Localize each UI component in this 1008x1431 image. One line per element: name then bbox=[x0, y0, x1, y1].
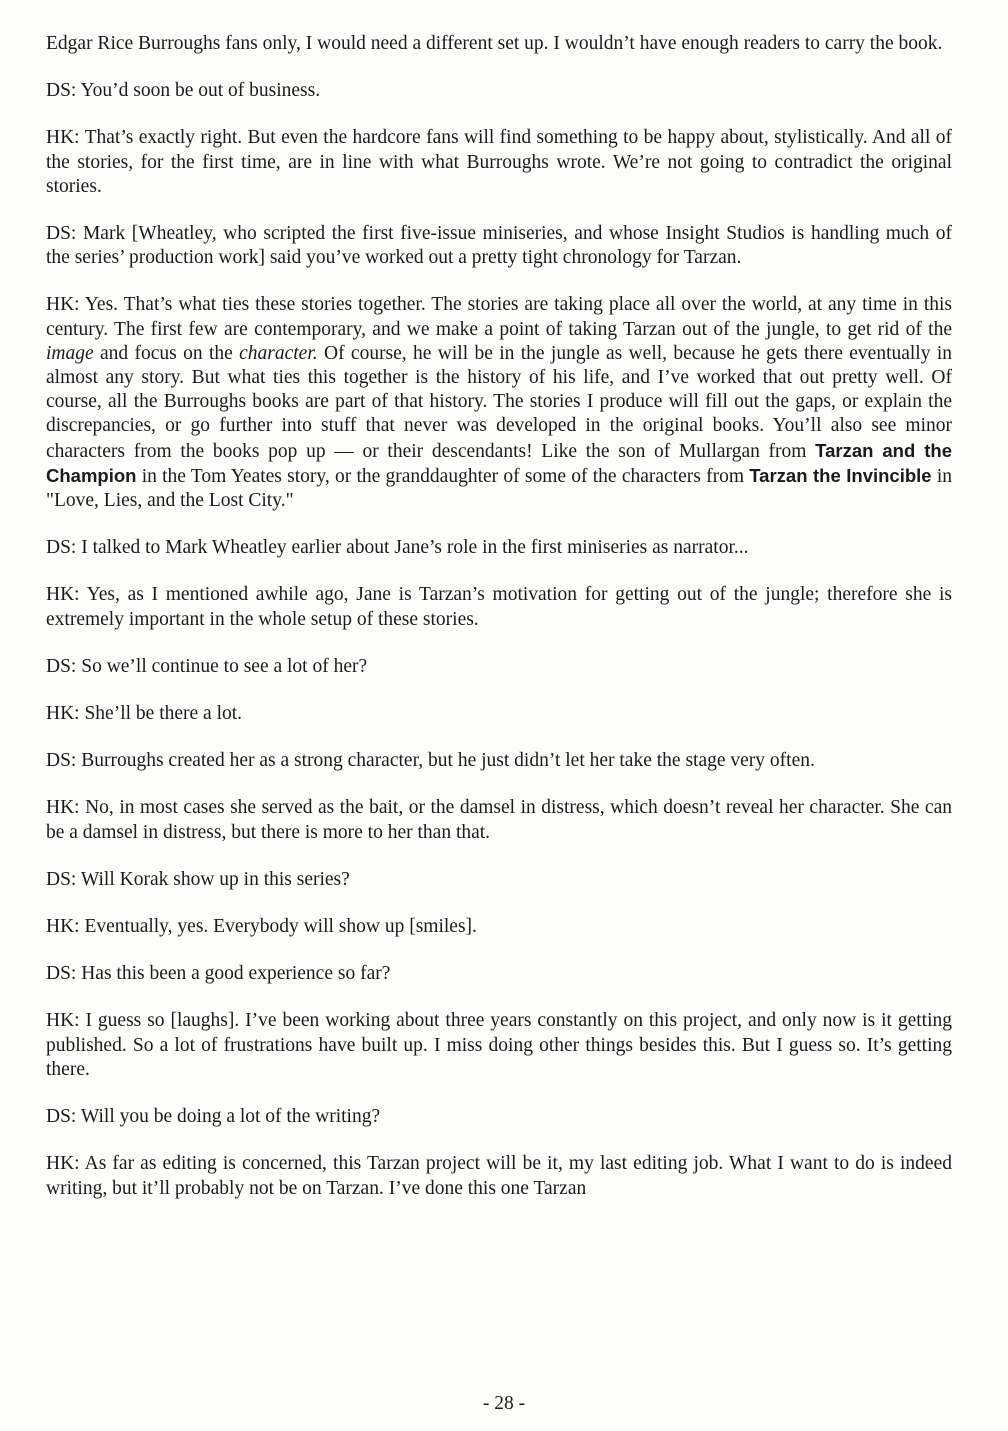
emphasis-image: image bbox=[46, 342, 94, 364]
paragraph: HK: Yes, as I mentioned awhile ago, Jane is Tarzan’s motivation for getting out of the jungle; therefore she is extremely important in the whole setup of these stories. bbox=[46, 584, 952, 630]
interview-text bbox=[46, 32, 952, 1224]
paragraph: HK: Eventually, yes. Everybody will show up [smiles]. bbox=[46, 916, 477, 938]
text-run: in the Tom Yeates story, or the granddaughter of some of the characters from bbox=[136, 465, 750, 487]
emphasis-character: character. bbox=[239, 342, 318, 364]
paragraph: DS: So we’ll continue to see a lot of her? bbox=[46, 655, 368, 677]
paragraph: DS: Will you be doing a lot of the writing? bbox=[46, 1106, 381, 1128]
text-run: and focus on the bbox=[93, 342, 240, 364]
paragraph: DS: Mark [Wheatley, who scripted the first five-issue miniseries, and whose Insight Studios is handling much of the series’ production work] said you’ve worked out a pretty tight chronology for Tarzan. bbox=[46, 223, 952, 269]
paragraph: HK: As far as editing is concerned, this Tarzan project will be it, my last editing job. What I want to do is indeed writing, but it’ll probably not be on Tarzan. I’ve done this one Tarzan bbox=[46, 1153, 952, 1199]
text-run: HK: Yes. That’s what ties these stories together. The stories are taking place all over the world, at any time in this century. The first few are contemporary, and we make a point of taking Tarzan out of the jungle, to get rid of the bbox=[46, 294, 952, 340]
page-number: - 28 - bbox=[482, 1393, 526, 1414]
book-title: Tarzan the Invincible bbox=[749, 464, 932, 486]
book-title: Tarzan and the Champion bbox=[46, 439, 952, 486]
paragraph: HK: She’ll be there a lot. bbox=[46, 703, 243, 725]
text-run: in "Love, Lies, and the Lost City." bbox=[46, 465, 952, 512]
paragraph: Edgar Rice Burroughs fans only, I would need a different set up. I wouldn’t have enough readers to carry the book. bbox=[46, 33, 943, 54]
paragraph bbox=[46, 293, 952, 513]
paragraph: DS: You’d soon be out of business. bbox=[46, 80, 321, 102]
paragraph: HK: No, in most cases she served as the bait, or the damsel in distress, which doesn’t reveal her character. She can be a damsel in distress, but there is more to her than that. bbox=[46, 797, 952, 843]
paragraph: DS: I talked to Mark Wheatley earlier about Jane’s role in the first miniseries as narrator... bbox=[46, 537, 749, 559]
paragraph: HK: I guess so [laughs]. I’ve been working about three years constantly on this project, and only now is it getting published. So a lot of frustrations have built up. I miss doing other things besides this. But I guess so. It’s getting there. bbox=[46, 1010, 952, 1080]
paragraph: DS: Has this been a good experience so far? bbox=[46, 963, 391, 985]
paragraph: DS: Burroughs created her as a strong character, but he just didn’t let her take the stage very often. bbox=[46, 750, 815, 772]
text-run: Of course, he will be in the jungle as well, because he gets there eventually in almost any story. But what ties this together is the history of his life, and I’ve worked that out pretty well. Of course, all the Burroughs books are part of that history. The stories I produce will fill out the gaps, or explain the discrepancies, or go further into stuff that never was developed in the original books. You’ll also see minor characters from the books pop up — or their descendants! Like the son of Mullargan from bbox=[46, 342, 952, 462]
paragraph: DS: Will Korak show up in this series? bbox=[46, 868, 350, 890]
paragraph: HK: That’s exactly right. But even the hardcore fans will find something to be happy about, stylistically. And all of the stories, for the first time, are in line with what Burroughs wrote. We’re not going to contradict the original stories. bbox=[46, 127, 952, 197]
